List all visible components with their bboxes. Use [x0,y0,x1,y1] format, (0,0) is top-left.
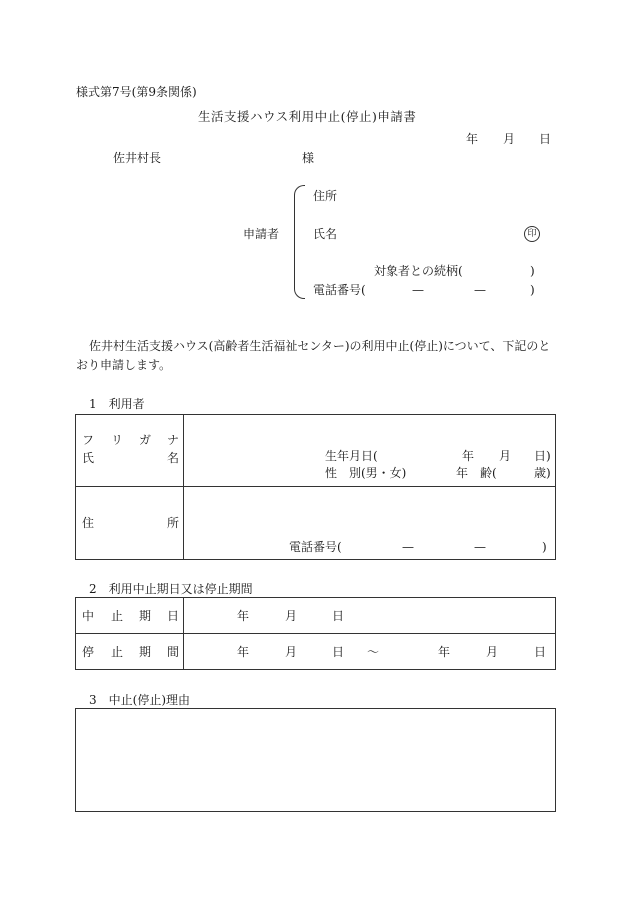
applicant-phone-close: ) [530,283,535,297]
date-year-label: 年 [466,132,479,146]
period-start-year: 年 [237,645,250,659]
form-title: 生活支援ハウス利用中止(停止)申請書 [198,109,417,124]
reason-box[interactable] [75,708,556,812]
applicant-name-label: 氏名 [313,227,338,241]
addressee-honorific: 様 [302,151,315,165]
user-table-row-divider [75,486,556,487]
birth-day-label: 日) [534,449,551,463]
dates-table-col-divider [183,597,184,670]
stop-date-char-2: 止 [111,609,124,623]
period-start-month: 月 [285,645,298,659]
applicant-address-label: 住所 [313,189,338,203]
seal-mark: 印 [524,226,540,242]
age-label: 年 齢( [456,466,497,480]
furigana-char-4: ナ [167,433,180,447]
applicant-phone-dash-1: — [412,283,424,297]
furigana-char-1: フ [82,433,95,447]
user-address-char-2: 所 [167,516,180,530]
applicant-bracket [294,185,305,299]
period-end-day: 日 [534,645,547,659]
name-char-2: 名 [167,451,180,465]
period-end-month: 月 [486,645,499,659]
date-day-label: 日 [539,132,552,146]
section-3-heading: 3 中止(停止)理由 [89,693,190,707]
addressee-name: 佐井村長 [113,151,162,165]
body-text-line-2: おり申請します。 [76,358,172,372]
user-phone-dash-2: — [474,540,486,554]
period-end-year: 年 [438,645,451,659]
applicant-label: 申請者 [243,227,280,241]
name-char-1: 氏 [82,451,95,465]
applicant-phone-label: 電話番号( [313,283,366,297]
suspension-period-char-3: 期 [139,645,152,659]
user-phone-dash-1: — [402,540,414,554]
stop-date-month: 月 [285,609,298,623]
period-start-day: 日 [332,645,345,659]
stop-date-day: 日 [332,609,345,623]
birth-month-label: 月 [499,449,512,463]
furigana-char-3: ガ [139,433,152,447]
period-tilde: ～ [367,645,380,659]
applicant-phone-dash-2: — [474,283,486,297]
dates-table-row-divider [75,633,556,634]
relationship-close: ) [530,264,535,278]
suspension-period-char-1: 停 [82,645,95,659]
birthdate-label: 生年月日( [325,449,378,463]
form-number: 様式第7号(第9条関係) [76,85,197,99]
age-unit: 歳) [534,466,551,480]
stop-date-year: 年 [237,609,250,623]
relationship-label: 対象者との続柄( [374,264,463,278]
stop-date-char-3: 期 [139,609,152,623]
stop-date-char-4: 日 [167,609,180,623]
suspension-period-char-4: 間 [167,645,180,659]
date-month-label: 月 [503,132,516,146]
section-1-heading: 1 利用者 [89,397,145,411]
user-phone-label: 電話番号( [289,540,342,554]
user-table-col-divider [183,414,184,560]
user-address-char-1: 住 [82,516,95,530]
body-text-line-1: 佐井村生活支援ハウス(高齢者生活福祉センター)の利用中止(停止)について、下記のと [89,339,551,353]
suspension-period-char-2: 止 [111,645,124,659]
birth-year-label: 年 [462,449,475,463]
furigana-char-2: リ [111,433,124,447]
gender-label: 性 別(男・女) [325,466,407,480]
section-2-heading: 2 利用中止期日又は停止期間 [89,582,253,596]
user-phone-close: ) [542,540,547,554]
stop-date-char-1: 中 [82,609,95,623]
